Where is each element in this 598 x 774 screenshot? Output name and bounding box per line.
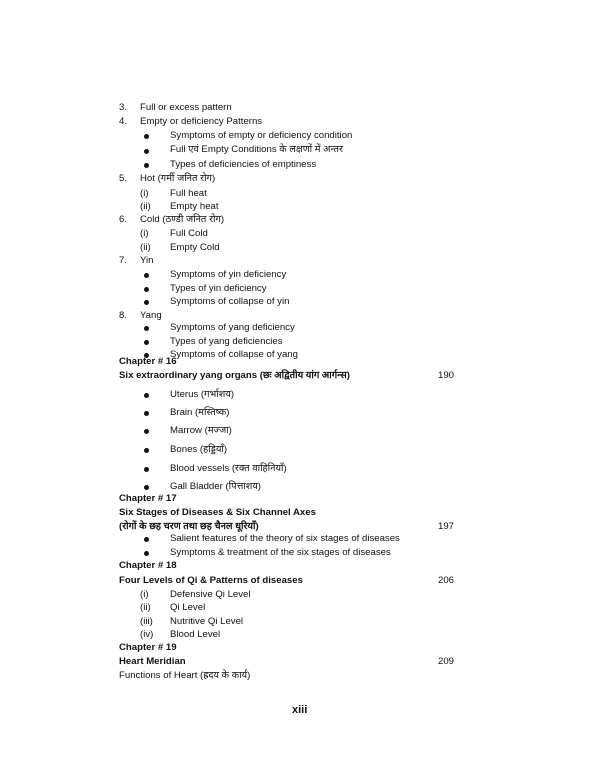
- chapter-subtitle: (रोगों के छह चरण तथा छह चैनल धूरियाँ): [119, 521, 259, 532]
- bullet-icon: [144, 429, 149, 434]
- bullet-icon: [144, 485, 149, 490]
- sub-item-text: Qi Level: [170, 602, 206, 613]
- item-number: 3.: [119, 102, 128, 113]
- page-number: 197: [438, 521, 455, 532]
- bullet-text: Symptoms of collapse of yang: [170, 349, 298, 360]
- bullet-text: Gall Bladder (पित्ताशय): [170, 481, 261, 492]
- sub-item-number: (iii): [140, 616, 153, 627]
- bullet-icon: [144, 273, 149, 278]
- page-number: 190: [438, 370, 455, 381]
- bullet-text: Types of yang deficiencies: [170, 336, 283, 347]
- bullet-text: Symptoms of yang deficiency: [170, 322, 295, 333]
- bullet-icon: [144, 340, 149, 345]
- item-number: 7.: [119, 255, 128, 266]
- bullet-text: Uterus (गर्भाशय): [170, 389, 235, 400]
- chapter-label: Chapter # 16: [119, 356, 177, 367]
- item-number: 5.: [119, 173, 128, 184]
- bullet-icon: [144, 163, 149, 168]
- sub-item-text: Blood Level: [170, 629, 221, 640]
- bullet-icon: [144, 326, 149, 331]
- item-text: Yin: [140, 255, 154, 266]
- chapter-title: Six extraordinary yang organs (छः अद्वितीय यांग आर्गन्स): [119, 370, 350, 381]
- bullet-text: Brain (मस्तिष्क): [170, 407, 230, 418]
- sub-item-text: Defensive Qi Level: [170, 589, 251, 600]
- item-number: 6.: [119, 214, 128, 225]
- bullet-icon: [144, 287, 149, 292]
- bullet-text: Symptoms & treatment of the six stages of diseases: [170, 547, 391, 558]
- sub-item-number: (ii): [140, 201, 151, 212]
- page-number: 206: [438, 575, 455, 586]
- bullet-text: Symptoms of empty or deficiency condition: [170, 130, 353, 141]
- bullet-icon: [144, 134, 149, 139]
- sub-item-text: Full heat: [170, 188, 207, 199]
- bullet-icon: [144, 300, 149, 305]
- bullet-icon: [144, 537, 149, 542]
- chapter-title: Four Levels of Qi & Patterns of diseases: [119, 575, 303, 586]
- bullet-text: Symptoms of collapse of yin: [170, 296, 290, 307]
- chapter-title: Six Stages of Diseases & Six Channel Axes: [119, 507, 316, 518]
- bullet-icon: [144, 411, 149, 416]
- page-number: 209: [438, 656, 455, 667]
- bullet-text: Full एवं Empty Conditions के लक्षणों में अन्तर: [170, 144, 343, 155]
- item-number: 4.: [119, 116, 128, 127]
- item-text: Empty or deficiency Patterns: [140, 116, 263, 127]
- chapter-label: Chapter # 17: [119, 493, 177, 504]
- sub-item-text: Empty heat: [170, 201, 219, 212]
- bullet-text: Symptoms of yin deficiency: [170, 269, 287, 280]
- chapter-title: Heart Meridian: [119, 656, 186, 667]
- bullet-icon: [144, 551, 149, 556]
- sub-item-text: Nutritive Qi Level: [170, 616, 244, 627]
- entry-text: Functions of Heart (ह्रदय के कार्य): [119, 670, 251, 681]
- chapter-label: Chapter # 18: [119, 560, 177, 571]
- bullet-text: Salient features of the theory of six stages of diseases: [170, 533, 400, 544]
- bullet-text: Types of deficiencies of emptiness: [170, 159, 317, 170]
- item-text: Full or excess pattern: [140, 102, 232, 113]
- bullet-text: Blood vessels (रक्त वाहिनियाँ): [170, 463, 287, 474]
- sub-item-text: Full Cold: [170, 228, 208, 239]
- footer-page-number: xiii: [292, 704, 308, 716]
- bullet-icon: [144, 149, 149, 154]
- sub-item-number: (i): [140, 188, 149, 199]
- item-text: Hot (गर्मी जनित रोग): [140, 173, 216, 184]
- sub-item-number: (ii): [140, 602, 151, 613]
- bullet-icon: [144, 448, 149, 453]
- bullet-icon: [144, 393, 149, 398]
- item-text: Cold (ठण्डी जनित रोग): [140, 214, 225, 225]
- chapter-label: Chapter # 19: [119, 642, 177, 653]
- item-number: 8.: [119, 310, 128, 321]
- bullet-text: Types of yin deficiency: [170, 283, 267, 294]
- bullet-icon: [144, 467, 149, 472]
- sub-item-number: (i): [140, 228, 149, 239]
- bullet-text: Bones (हड्डियाँ): [170, 444, 228, 455]
- item-text: Yang: [140, 310, 162, 321]
- sub-item-text: Empty Cold: [170, 242, 220, 253]
- sub-item-number: (i): [140, 589, 149, 600]
- sub-item-number: (iv): [140, 629, 154, 640]
- bullet-text: Marrow (मज्जा): [170, 425, 232, 436]
- sub-item-number: (ii): [140, 242, 151, 253]
